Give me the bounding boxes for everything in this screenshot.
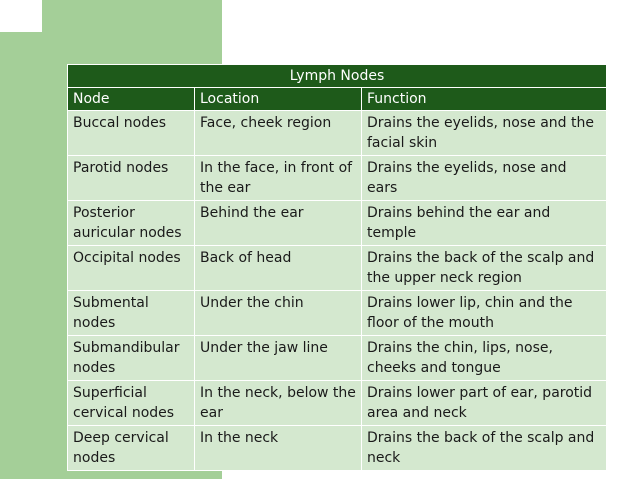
function-cell: Drains the back of the scalp and the upper neck region — [362, 246, 607, 291]
node-cell: Submandibular nodes — [68, 336, 195, 381]
location-cell: Under the jaw line — [195, 336, 362, 381]
table-row — [68, 246, 607, 291]
column-header-location: Location — [195, 88, 362, 111]
function-cell: Drains lower part of ear, parotid area and neck — [362, 381, 607, 426]
decorative-corner — [0, 0, 42, 32]
function-cell: Drains the eyelids, nose and the facial skin — [362, 111, 607, 156]
table-row — [68, 336, 607, 381]
column-header-function: Function — [362, 88, 607, 111]
function-cell: Drains behind the ear and temple — [362, 201, 607, 246]
lymph-nodes-table — [67, 64, 607, 471]
function-cell: Drains the back of the scalp and neck — [362, 426, 607, 471]
location-cell: Back of head — [195, 246, 362, 291]
table-row — [68, 201, 607, 246]
table-title-row — [68, 65, 607, 88]
table-row — [68, 426, 607, 471]
location-cell: Behind the ear — [195, 201, 362, 246]
node-cell: Deep cervical nodes — [68, 426, 195, 471]
node-cell: Buccal nodes — [68, 111, 195, 156]
node-cell: Submental nodes — [68, 291, 195, 336]
function-cell: Drains the chin, lips, nose, cheeks and tongue — [362, 336, 607, 381]
table-row — [68, 381, 607, 426]
node-cell: Parotid nodes — [68, 156, 195, 201]
table-title: Lymph Nodes — [68, 65, 607, 88]
location-cell: Under the chin — [195, 291, 362, 336]
table-row — [68, 111, 607, 156]
location-cell: In the neck, below the ear — [195, 381, 362, 426]
node-cell: Posterior auricular nodes — [68, 201, 195, 246]
location-cell: In the neck — [195, 426, 362, 471]
location-cell: In the face, in front of the ear — [195, 156, 362, 201]
node-cell: Occipital nodes — [68, 246, 195, 291]
function-cell: Drains the eyelids, nose and ears — [362, 156, 607, 201]
table-row — [68, 291, 607, 336]
location-cell: Face, cheek region — [195, 111, 362, 156]
table-header-row — [68, 88, 607, 111]
node-cell: Superficial cervical nodes — [68, 381, 195, 426]
table-row — [68, 156, 607, 201]
column-header-node: Node — [68, 88, 195, 111]
function-cell: Drains lower lip, chin and the floor of the mouth — [362, 291, 607, 336]
